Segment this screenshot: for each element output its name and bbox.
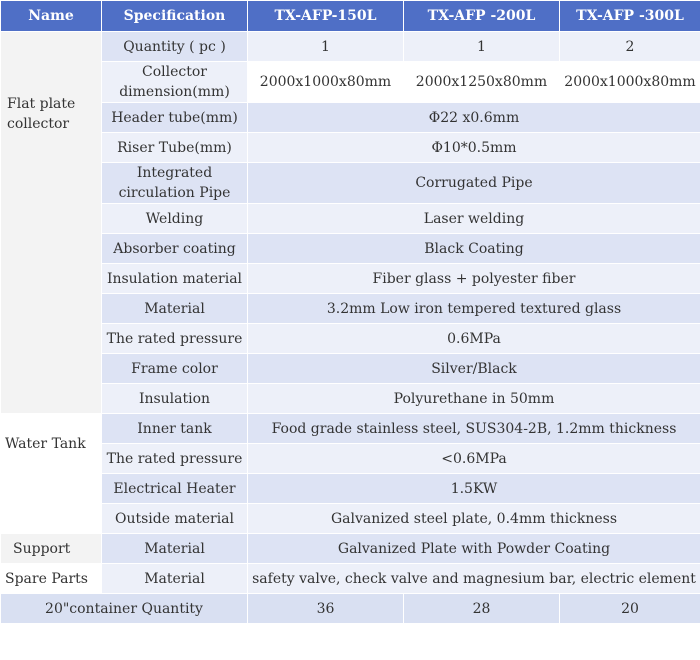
- value-cell: Black Coating: [248, 234, 700, 264]
- group-water-tank: Water Tank: [1, 414, 102, 534]
- table-row: [1, 163, 700, 204]
- value-cell: Food grade stainless steel, SUS304-2B, 1.2mm thickness: [248, 414, 700, 444]
- spec-label: Integrated circulation Pipe: [102, 163, 248, 204]
- table-row: [1, 103, 700, 133]
- spec-label: Welding: [102, 204, 248, 234]
- header-specification: Specification: [102, 1, 248, 32]
- value-cell: Galvanized Plate with Powder Coating: [248, 534, 700, 564]
- spec-label: Inner tank: [102, 414, 248, 444]
- value-cell: <0.6MPa: [248, 444, 700, 474]
- spec-label: Outside material: [102, 504, 248, 534]
- table-row: [1, 264, 700, 294]
- value-cell: 1: [404, 32, 560, 62]
- table-row: [1, 62, 700, 103]
- table-row: [1, 594, 700, 624]
- table-row: [1, 504, 700, 534]
- spec-label: The rated pressure: [102, 324, 248, 354]
- value-cell: 1.5KW: [248, 474, 700, 504]
- spec-label: Header tube(mm): [102, 103, 248, 133]
- spec-label: Frame color: [102, 354, 248, 384]
- value-cell: safety valve, check valve and magnesium bar, electric element: [248, 564, 700, 594]
- header-model-150l: TX-AFP-150L: [248, 1, 404, 32]
- table-row: [1, 32, 700, 62]
- spec-label: Material: [102, 534, 248, 564]
- spec-label: Material: [102, 294, 248, 324]
- value-cell: Laser welding: [248, 204, 700, 234]
- table-row: [1, 324, 700, 354]
- value-cell: Galvanized steel plate, 0.4mm thickness: [248, 504, 700, 534]
- container-quantity-label: 20"container Quantity: [1, 594, 248, 624]
- table-row: [1, 444, 700, 474]
- spec-label: Quantity ( pc ): [102, 32, 248, 62]
- spec-label: Insulation: [102, 384, 248, 414]
- value-cell: Polyurethane in 50mm: [248, 384, 700, 414]
- value-cell: 2: [560, 32, 700, 62]
- value-cell: Φ22 x0.6mm: [248, 103, 700, 133]
- value-cell: Φ10*0.5mm: [248, 133, 700, 163]
- value-cell: 2000x1000x80mm: [248, 62, 404, 103]
- group-flat-plate-collector: Flat plate collector: [1, 32, 102, 414]
- table-row: [1, 133, 700, 163]
- table-row: [1, 204, 700, 234]
- header-name: Name: [1, 1, 102, 32]
- table-row: [1, 564, 700, 594]
- table-row: [1, 294, 700, 324]
- table-row: [1, 534, 700, 564]
- value-cell: 1: [248, 32, 404, 62]
- header-model-300l: TX-AFP -300L: [560, 1, 700, 32]
- group-spare-parts: Spare Parts: [1, 564, 102, 594]
- value-cell: Corrugated Pipe: [248, 163, 700, 204]
- table-row: [1, 474, 700, 504]
- spec-label: Absorber coating: [102, 234, 248, 264]
- value-cell: Fiber glass + polyester fiber: [248, 264, 700, 294]
- table-row: [1, 354, 700, 384]
- value-cell: 0.6MPa: [248, 324, 700, 354]
- spec-label: Riser Tube(mm): [102, 133, 248, 163]
- value-cell: Silver/Black: [248, 354, 700, 384]
- value-cell: 36: [248, 594, 404, 624]
- table-row: [1, 414, 700, 444]
- table-row: [1, 384, 700, 414]
- header-model-200l: TX-AFP -200L: [404, 1, 560, 32]
- spec-label: Electrical Heater: [102, 474, 248, 504]
- table-row: [1, 234, 700, 264]
- spec-label: Collector dimension(mm): [102, 62, 248, 103]
- spec-label: The rated pressure: [102, 444, 248, 474]
- value-cell: 20: [560, 594, 700, 624]
- value-cell: 28: [404, 594, 560, 624]
- spec-label: Insulation material: [102, 264, 248, 294]
- value-cell: 2000x1250x80mm: [404, 62, 560, 103]
- value-cell: 3.2mm Low iron tempered textured glass: [248, 294, 700, 324]
- value-cell: 2000x1000x80mm: [560, 62, 700, 103]
- group-support: Support: [1, 534, 102, 564]
- spec-label: Material: [102, 564, 248, 594]
- header-row: [1, 1, 700, 32]
